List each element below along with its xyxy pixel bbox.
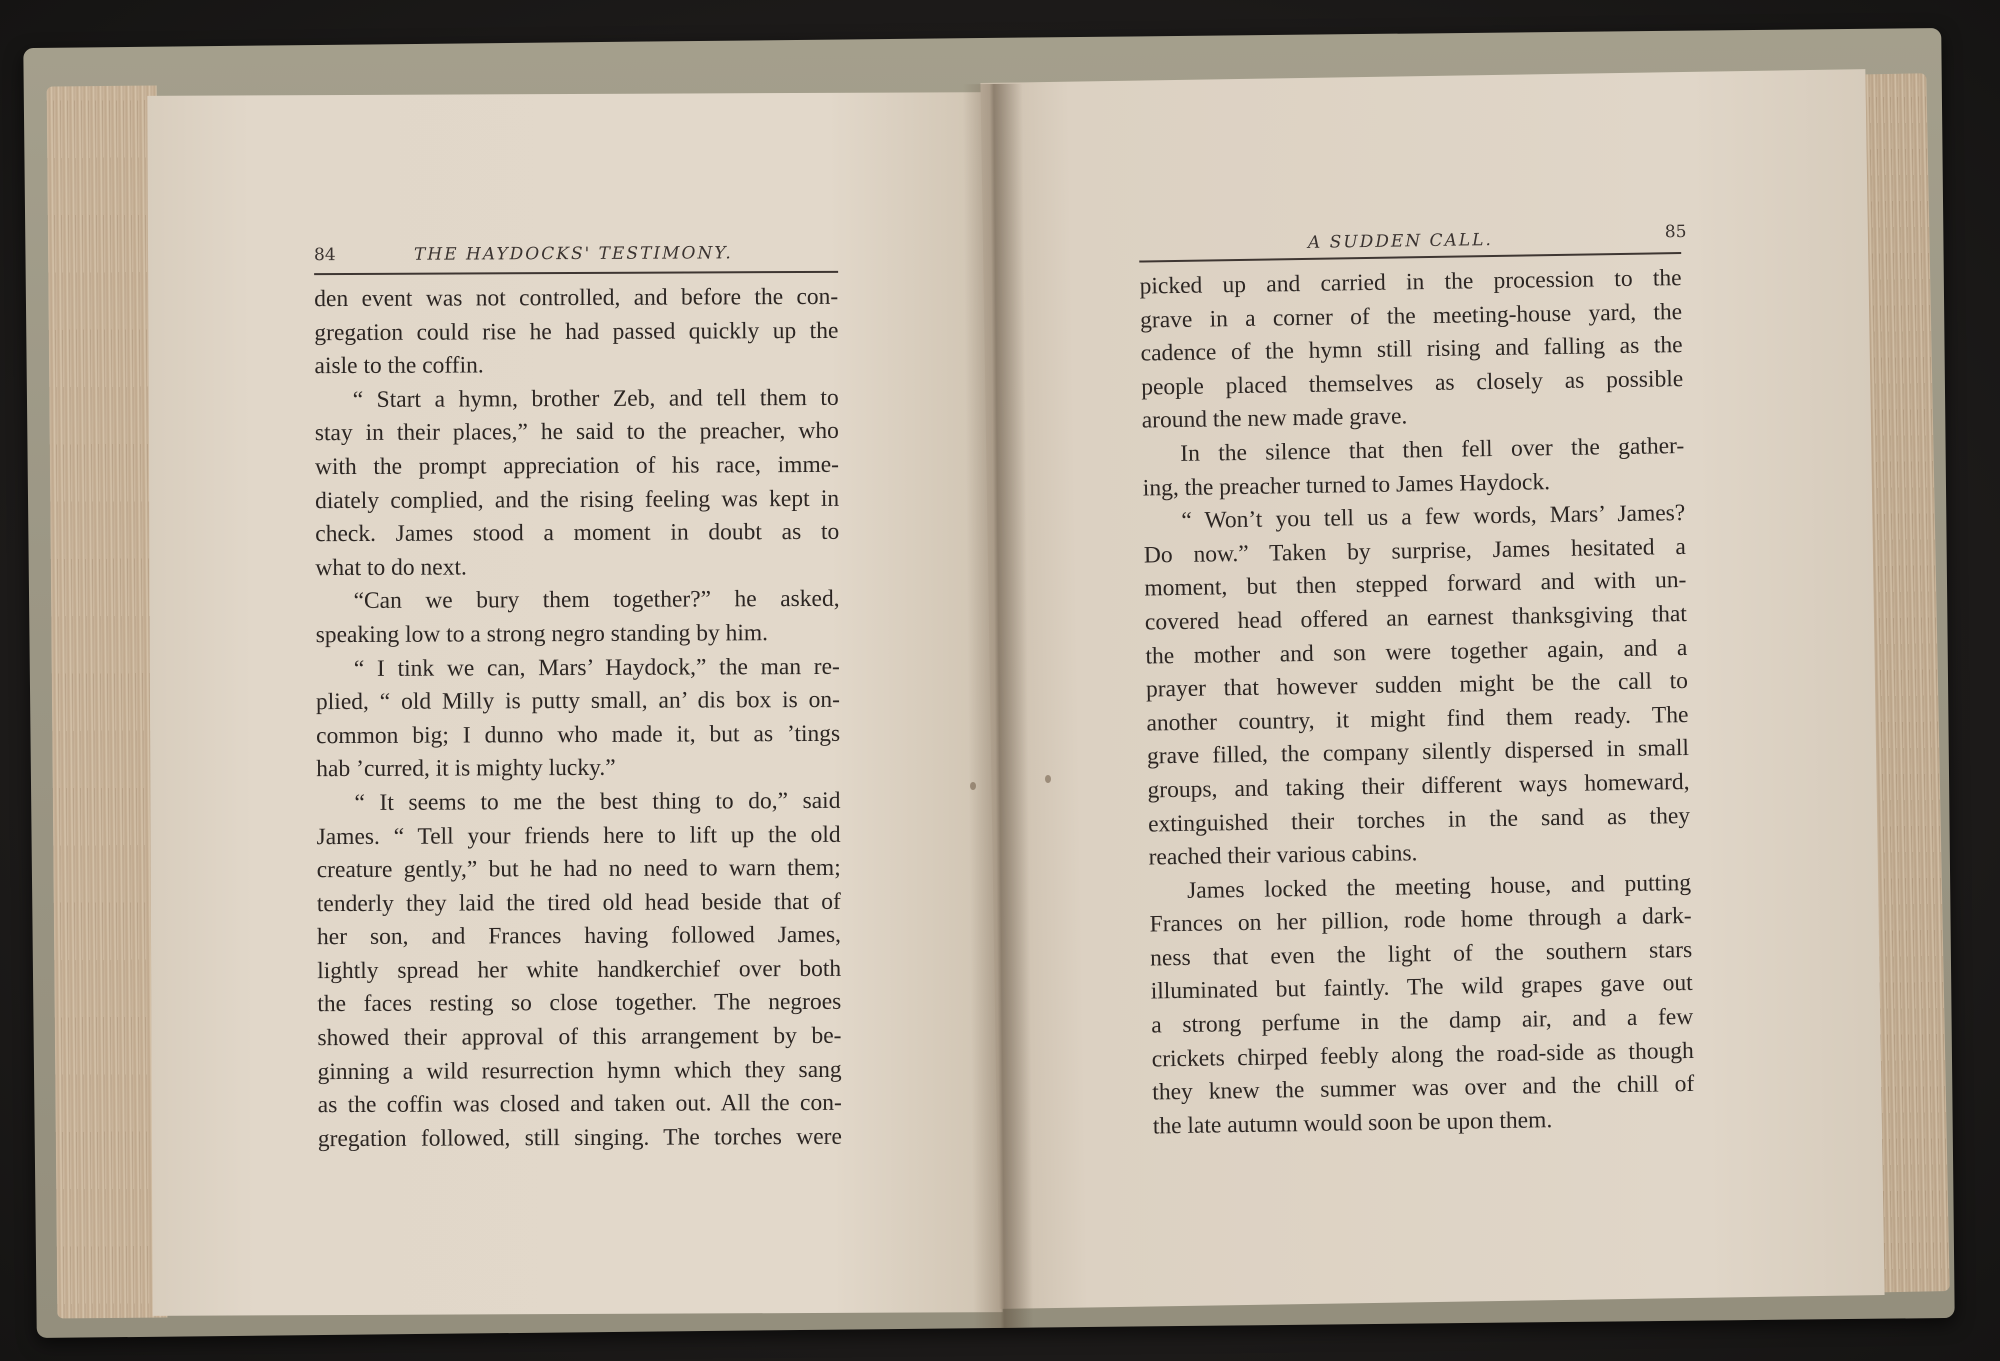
text-line: the faces resting so close together. The negroes [317, 989, 842, 1018]
text-line: around the new made grave. [1141, 403, 1408, 434]
paper-speck [970, 782, 976, 790]
right-page [980, 69, 1884, 1309]
text-line: aisle to the coffin. [314, 352, 484, 380]
text-line: Do now.” Taken by surprise, James hesitated a [1143, 533, 1687, 569]
text-line: stay in their places,” he said to the preacher, who [314, 418, 839, 447]
text-line: groups, and taking their different ways homeward, [1147, 768, 1690, 804]
text-line: ginning a wild resurrection hymn which they sang [317, 1056, 842, 1085]
text-line: her son, and Frances having followed James, [316, 922, 842, 951]
text-line: Frances on her pillion, rode home through a dark- [1149, 903, 1692, 938]
text-line: James. “ Tell your friends here to lift up the old [316, 821, 841, 850]
text-line: showed their approval of this arrangement by be- [317, 1022, 842, 1052]
text-line: a strong perfume in the damp air, and a few [1151, 1004, 1694, 1039]
right-page-number: 85 [1664, 221, 1687, 243]
left-page-number: 84 [313, 245, 336, 266]
text-line: “Can we bury them together?” he asked, [353, 586, 840, 615]
right-header-rule [1139, 252, 1681, 263]
text-line: speaking low to a strong negro standing by him. [315, 620, 769, 649]
text-line: “ It seems to me the best thing to do,” said [354, 787, 841, 816]
text-line: they knew the summer was over and the chill of [1152, 1071, 1695, 1106]
text-line: covered head offered an earnest thanksgiving that [1144, 600, 1688, 636]
text-line: check. James stood a moment in doubt as to [315, 519, 840, 548]
left-running-head: THE HAYDOCKS' TESTIMONY. [413, 243, 733, 265]
left-page [147, 92, 1002, 1316]
text-line: the mother and son were together again, and a [1145, 634, 1688, 670]
text-line: moment, but then stepped forward and with un- [1144, 567, 1687, 602]
text-line: as the coffin was closed and taken out. All the con- [317, 1090, 842, 1119]
text-line: another country, it might find them ready. The [1146, 701, 1689, 737]
text-line: gregation followed, still singing. The torches were [317, 1123, 842, 1152]
text-line: lightly spread her white handkerchief over both [317, 955, 842, 985]
text-line: reached their various cabins. [1148, 840, 1418, 871]
text-line: gregation could rise he had passed quickly up the [314, 317, 839, 346]
text-line: picked up and carried in the procession to the [1139, 265, 1682, 300]
text-line: In the silence that then fell over the gather- [1180, 432, 1685, 467]
text-line: cadence of the hymn still rising and falling as the [1140, 332, 1683, 367]
text-line: what to do next. [315, 554, 467, 581]
text-line: common big; I dunno who made it, but as ’tings [316, 720, 841, 749]
text-line: plied, “ old Milly is putty small, an’ dis box is on- [315, 686, 841, 716]
text-line: den event was not controlled, and before the con- [314, 283, 839, 313]
right-page-body-text [1139, 262, 1695, 1144]
text-line: creature gently,” but he had no need to warn them; [316, 854, 841, 884]
text-line: “ I tink we can, Mars’ Haydock,” the man re- [353, 653, 840, 682]
text-line: ing, the preacher turned to James Haydock. [1142, 468, 1551, 502]
text-line: James locked the meeting house, and putting [1186, 869, 1692, 904]
text-line: grave in a corner of the meeting-house yard, the [1139, 298, 1683, 334]
text-line: tenderly they laid the tired old head beside that of [316, 888, 841, 917]
left-header-rule [314, 271, 838, 275]
left-page-body-text [314, 281, 842, 1157]
book-gutter [963, 84, 1034, 1328]
text-line: crickets chirped feebly along the road-side as though [1151, 1037, 1694, 1073]
text-line: extinguished their torches in the sand as they [1147, 802, 1691, 837]
text-line: illuminated but faintly. The wild grapes gave out [1150, 970, 1693, 1005]
text-line: “ Won’t you tell us a few words, Mars’ James? [1181, 500, 1686, 535]
text-line: diately complied, and the rising feeling was kept in [315, 485, 840, 514]
text-line: the late autumn would soon be upon them. [1152, 1107, 1553, 1140]
text-line: ness that even the light of the southern stars [1149, 936, 1693, 972]
text-line: with the prompt appreciation of his race, imme- [314, 451, 840, 481]
text-line: people placed themselves as closely as possible [1141, 365, 1684, 401]
text-line: prayer that however sudden might be the call to [1145, 668, 1689, 703]
text-line: hab ’curred, it is mighty lucky.” [316, 755, 616, 783]
paper-speck [1045, 775, 1051, 783]
text-line: grave filled, the company silently dispersed in small [1146, 735, 1690, 770]
text-line: “ Start a hymn, brother Zeb, and tell them to [352, 384, 839, 413]
right-running-head: A SUDDEN CALL. [1307, 229, 1493, 253]
